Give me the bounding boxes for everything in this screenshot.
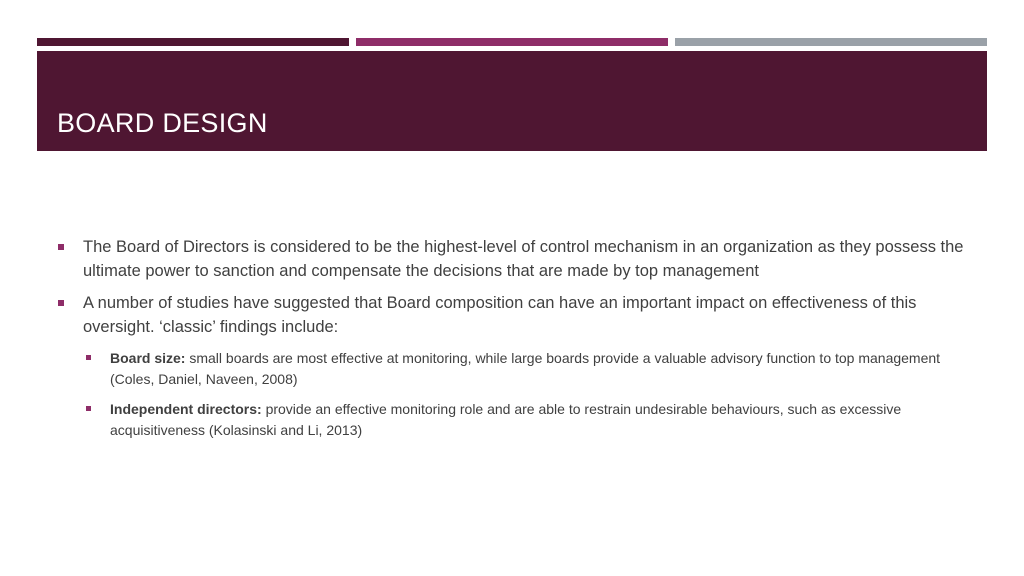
square-bullet-icon (86, 406, 91, 411)
accent-bar-grey (675, 38, 987, 46)
bullet-item (58, 292, 978, 339)
accent-bar-dark (37, 38, 349, 46)
square-bullet-icon (86, 355, 91, 360)
sub-bullet-text: provide an effective monitoring role and are able to restrain undesirable behaviours, such as excessive acquisitiveness (Kolasinski and Li, 2013) (110, 401, 902, 438)
bullet-item (58, 236, 978, 283)
slide-title: BOARD DESIGN (57, 108, 268, 138)
sub-bullet-lead: Board size: (110, 350, 186, 366)
sub-bullet-item (86, 399, 978, 441)
title-band (37, 51, 987, 151)
accent-bar-magenta (356, 38, 668, 46)
slide-content (58, 236, 978, 450)
sub-bullet-text: small boards are most effective at monitoring, while large boards provide a valuable advisory function to top management (Coles, Daniel, Naveen, 2008) (110, 350, 941, 387)
sub-bullet-item (86, 348, 978, 390)
square-bullet-icon (58, 300, 64, 306)
square-bullet-icon (58, 244, 64, 250)
bullet-text: The Board of Directors is considered to be the highest-level of control mechanism in an organization as they possess the ultimate power to sanction and compensate the decisions that are made by top management (83, 238, 964, 280)
bullet-text: A number of studies have suggested that Board composition can have an important impact on effectiveness of this oversight. ‘classic’ findings include: (83, 294, 917, 336)
sub-bullet-lead: Independent directors: (110, 401, 262, 417)
